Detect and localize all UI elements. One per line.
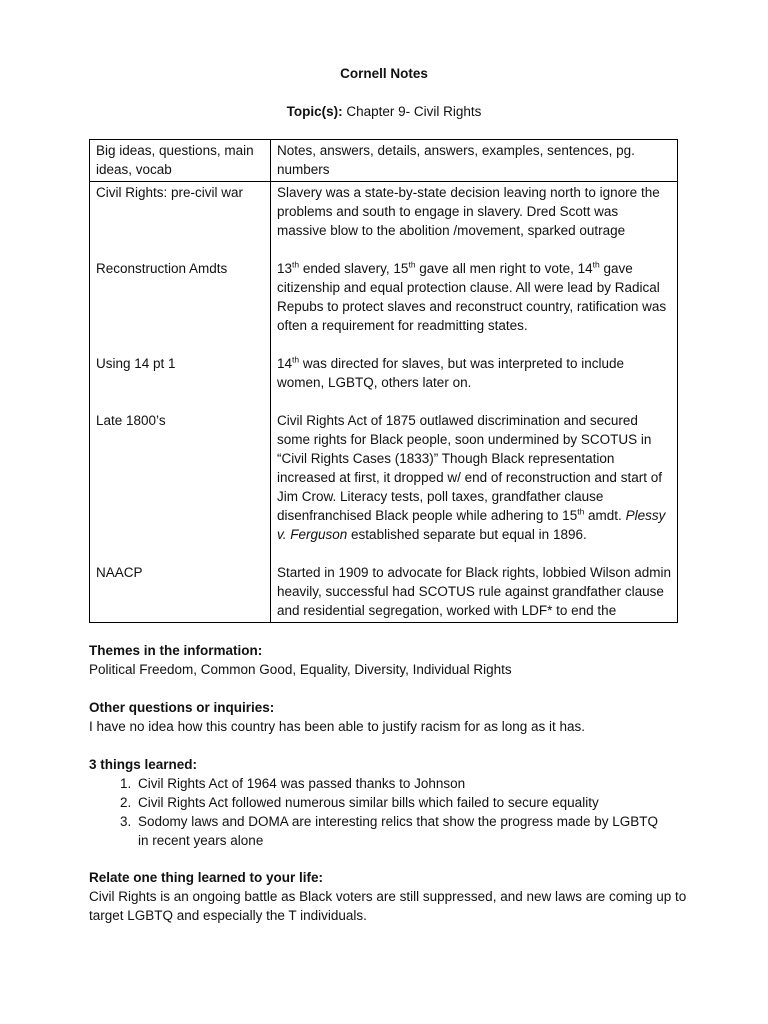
ordinal-suffix: th — [577, 506, 585, 517]
notes-column-header: Notes, answers, details, answers, examples, sentences, pg. numbers — [271, 140, 678, 182]
cue-text: Using 14 pt 1 — [96, 356, 176, 371]
questions-heading: Other questions or inquiries: — [89, 700, 275, 715]
relate-section — [89, 868, 689, 925]
cue-item — [96, 563, 264, 620]
themes-text: Political Freedom, Common Good, Equality, Diversity, Individual Rights — [89, 662, 512, 677]
ordinal-suffix: th — [592, 259, 600, 270]
ordinal-suffix: th — [292, 354, 300, 365]
cue-item — [96, 183, 264, 240]
cornell-notes-table — [89, 139, 678, 623]
learned-list — [89, 774, 689, 850]
note-text: ended slavery, 15 — [299, 261, 409, 276]
ordinal-suffix: th — [292, 259, 300, 270]
learned-section — [89, 755, 689, 850]
themes-section — [89, 641, 689, 679]
table-header-row — [90, 140, 678, 182]
cue-column — [90, 182, 271, 623]
questions-text: I have no idea how this country has been able to justify racism for as long as it has. — [89, 719, 586, 734]
list-item: 1. Civil Rights Act of 1964 was passed thanks to Johnson — [135, 774, 689, 793]
cue-text: Civil Rights: pre-civil war — [96, 185, 244, 200]
list-item: 3. Sodomy laws and DOMA are interesting relics that show the progress made by LGBTQ in recent years alone — [135, 812, 668, 850]
cue-item — [96, 354, 264, 392]
cue-text: NAACP — [96, 565, 143, 580]
note-text: Slavery was a state-by-state decision leaving north to ignore the problems and south to engage in slavery. Dred Scott was massive blow to the abolition /movement, sparked outrage — [277, 185, 660, 238]
note-text: gave all men right to vote, 14 — [415, 261, 593, 276]
notes-column — [271, 182, 678, 623]
note-item — [277, 563, 671, 620]
table-body-row — [90, 182, 678, 623]
note-text: was directed for slaves, but was interpreted to include women, LGBTQ, others later on. — [277, 356, 625, 390]
questions-section — [89, 698, 689, 736]
cue-item — [96, 259, 264, 335]
topic-label: Topic(s): — [286, 104, 343, 119]
relate-text: Civil Rights is an ongoing battle as Black voters are still suppressed, and new laws are coming up to target LGBTQ and especially the T individuals. — [89, 889, 687, 923]
ordinal-suffix: th — [408, 259, 416, 270]
cue-text: Reconstruction Amdts — [96, 261, 228, 276]
note-text: established separate but equal in 1896. — [347, 527, 587, 542]
note-item — [277, 259, 671, 335]
case-name: Plessy v. Ferguson — [277, 508, 666, 542]
learned-heading: 3 things learned: — [89, 757, 198, 772]
topic-line — [0, 102, 768, 121]
note-text: 13 — [277, 261, 293, 276]
document-title: Cornell Notes — [340, 66, 428, 81]
note-text: gave citizenship and equal protection clause. All were lead by Radical Repubs to protect slaves and reconstruct country, ratification was often a requirement for readmitting states. — [277, 261, 667, 333]
note-text: amdt. — [584, 508, 626, 523]
themes-heading: Themes in the information: — [89, 643, 263, 658]
topic-value: Chapter 9- Civil Rights — [342, 104, 482, 119]
relate-heading: Relate one thing learned to your life: — [89, 870, 324, 885]
cue-column-header: Big ideas, questions, main ideas, vocab — [90, 140, 271, 182]
cue-text: Late 1800’s — [96, 413, 166, 428]
note-item — [277, 183, 671, 240]
note-item — [277, 411, 671, 544]
cue-item — [96, 411, 264, 544]
note-item — [277, 354, 671, 392]
note-text: 14 — [277, 356, 293, 371]
note-text: Started in 1909 to advocate for Black rights, lobbied Wilson admin heavily, successful had SCOTUS rule against grandfather clause and residential segregation, worked with LDF* to end the — [277, 565, 671, 618]
list-item: 2. Civil Rights Act followed numerous similar bills which failed to secure equality — [135, 793, 689, 812]
note-text: Civil Rights Act of 1875 outlawed discrimination and secured some rights for Black people, soon undermined by SCOTUS in “Civil Rights Cases (1833)” Though Black representation increased at first, it dropped w/ end of reconstruction and start of Jim Crow. Literacy tests, poll taxes, grandfather clause disenfranchised Black people while adhering to 15 — [277, 413, 662, 523]
